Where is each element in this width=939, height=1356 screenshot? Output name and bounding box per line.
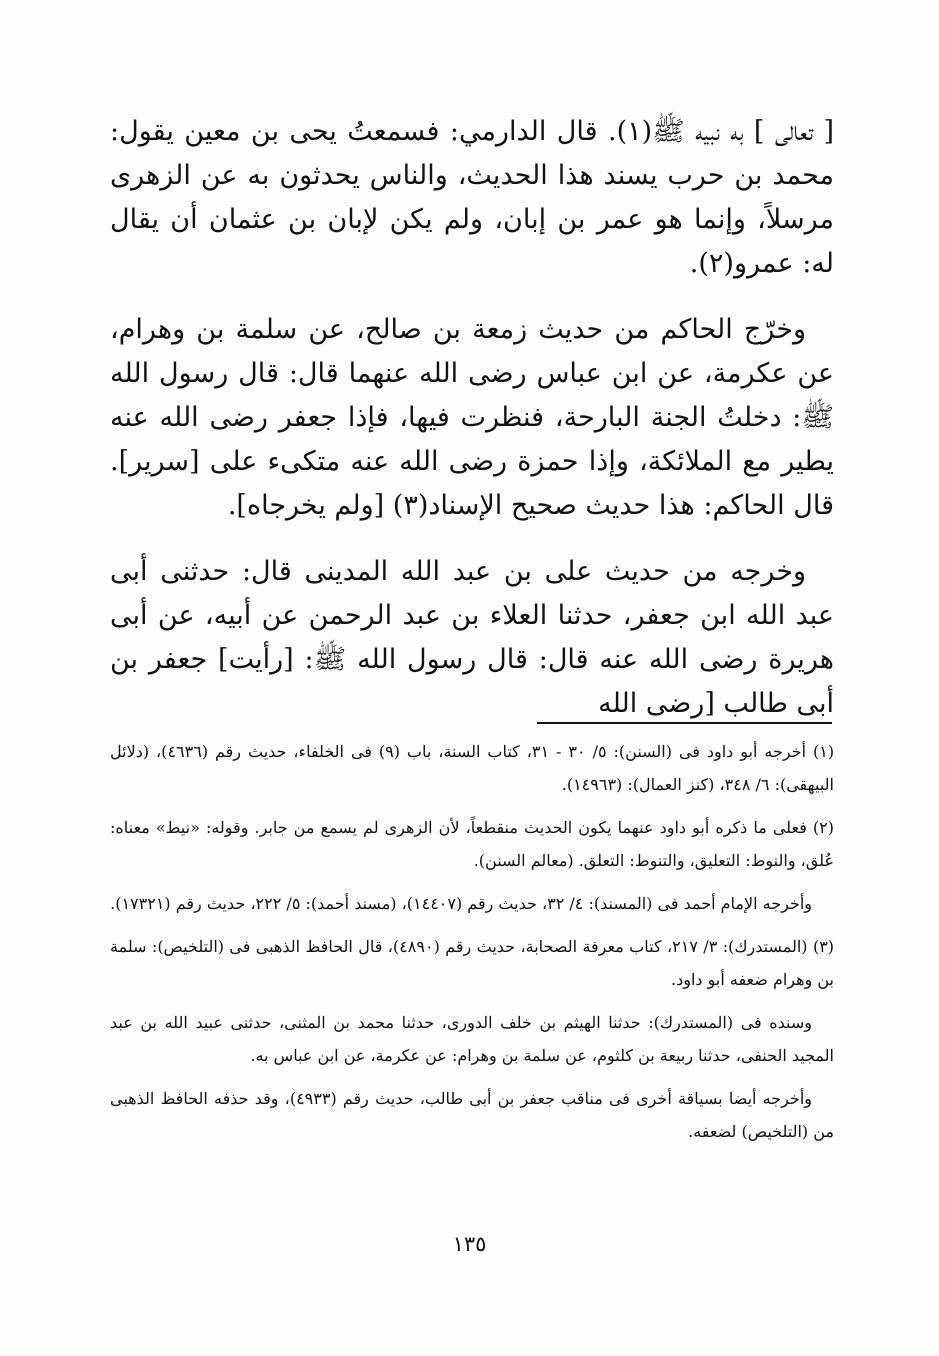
main-text <box>110 110 834 748</box>
page-number: ١٣٥ <box>452 1232 487 1256</box>
footnote-2-continuation: وأخرجه الإمام أحمد فى (المسند): ٤/ ٣٢، حديث رقم (١٤٤٠٧)، (مسند أحمد): ٥/ ٢٢٢، حديث رقم (١٧٣٢١). <box>110 894 812 913</box>
footnote-2: (٢) فعلى ما ذكره أبو داود عنهما يكون الحديث منقطعاً، لأن الزهرى لم يسمع من جابر. وقوله: «نيط» معناه: عُلق، والنوط: التعليق، والتنوط: التعلق. (معالم السنن). <box>110 818 834 870</box>
footnote-3: (٣) (المستدرك): ٣/ ٢١٧، كتاب معرفة الصحابة، حديث رقم (٤٨٩٠)، قال الحافظ الذهبى فى (التلخيص): سلمة بن وهرام ضعفه أبو داود. <box>110 937 835 989</box>
footnote-3-continuation-2: وأخرجه أيضا بسياقة أخرى فى مناقب جعفر بن أبى طالب، حديث رقم (٤٩٣٣)، وقد حذفه الحافظ الذهبى من (التلخيص) لضعفه. <box>110 1089 834 1141</box>
paragraph-2: وخرّج الحاكم من حديث زمعة بن صالح، عن سلمة بن وهرام، عن عكرمة، عن ابن عباس رضى الله عنهما قال: قال رسول الله ﷺ: دخلتُ الجنة البارحة، فنظرت فيها، فإذا جعفر رضى الله عنه يطير مع الملائكة، وإذا حمزة رضى الله عنه متكىء على [سرير]. قال الحاكم: هذا حديث صحيح الإسناد(٣) [ولم يخرجاه]. <box>110 314 834 521</box>
footnote-divider <box>537 722 832 724</box>
footnote-1: (١) أخرجه أبو داود فى (السنن): ٥/ ٣٠ - ٣١، كتاب السنة، باب (٩) فى الخلفاء، حديث رقم (٤٦٣٦)، (دلائل البيهقى): ٦/ ٣٤٨، (كنز العمال): (١٤٩٦٣). <box>110 742 835 794</box>
paragraph-1: [ تعالى ] به نبيه ﷺ(١). قال الدارمي: فسمعتُ يحى بن معين يقول: محمد بن حرب يسند هذا الحديث، والناس يحدثون به عن الزهرى مرسلاً، وإنما هو عمر بن إبان، ولم يكن لإبان بن عثمان أن يقال له: عمرو(٢). <box>110 116 834 279</box>
paragraph-3: وخرجه من حديث على بن عبد الله المدينى قال: حدثنى أبى عبد الله ابن جعفر، حدثنا العلاء بن عبد الرحمن عن أبيه، عن أبى هريرة رضى الله عنه قال: قال رسول الله ﷺ: [رأيت] جعفر بن أبى طالب [رضى الله <box>110 556 834 719</box>
footnote-3-continuation: وسنده فى (المستدرك): حدثنا الهيثم بن خلف الدورى، حدثنا محمد بن المثنى، حدثنى عبيد الله بن عبد المجيد الحنفى، حدثنا ربيعة بن كلثوم، عن سلمة بن وهرام: عن عكرمة، عن ابن عباس به. <box>110 1013 834 1065</box>
footnotes <box>110 735 834 1158</box>
